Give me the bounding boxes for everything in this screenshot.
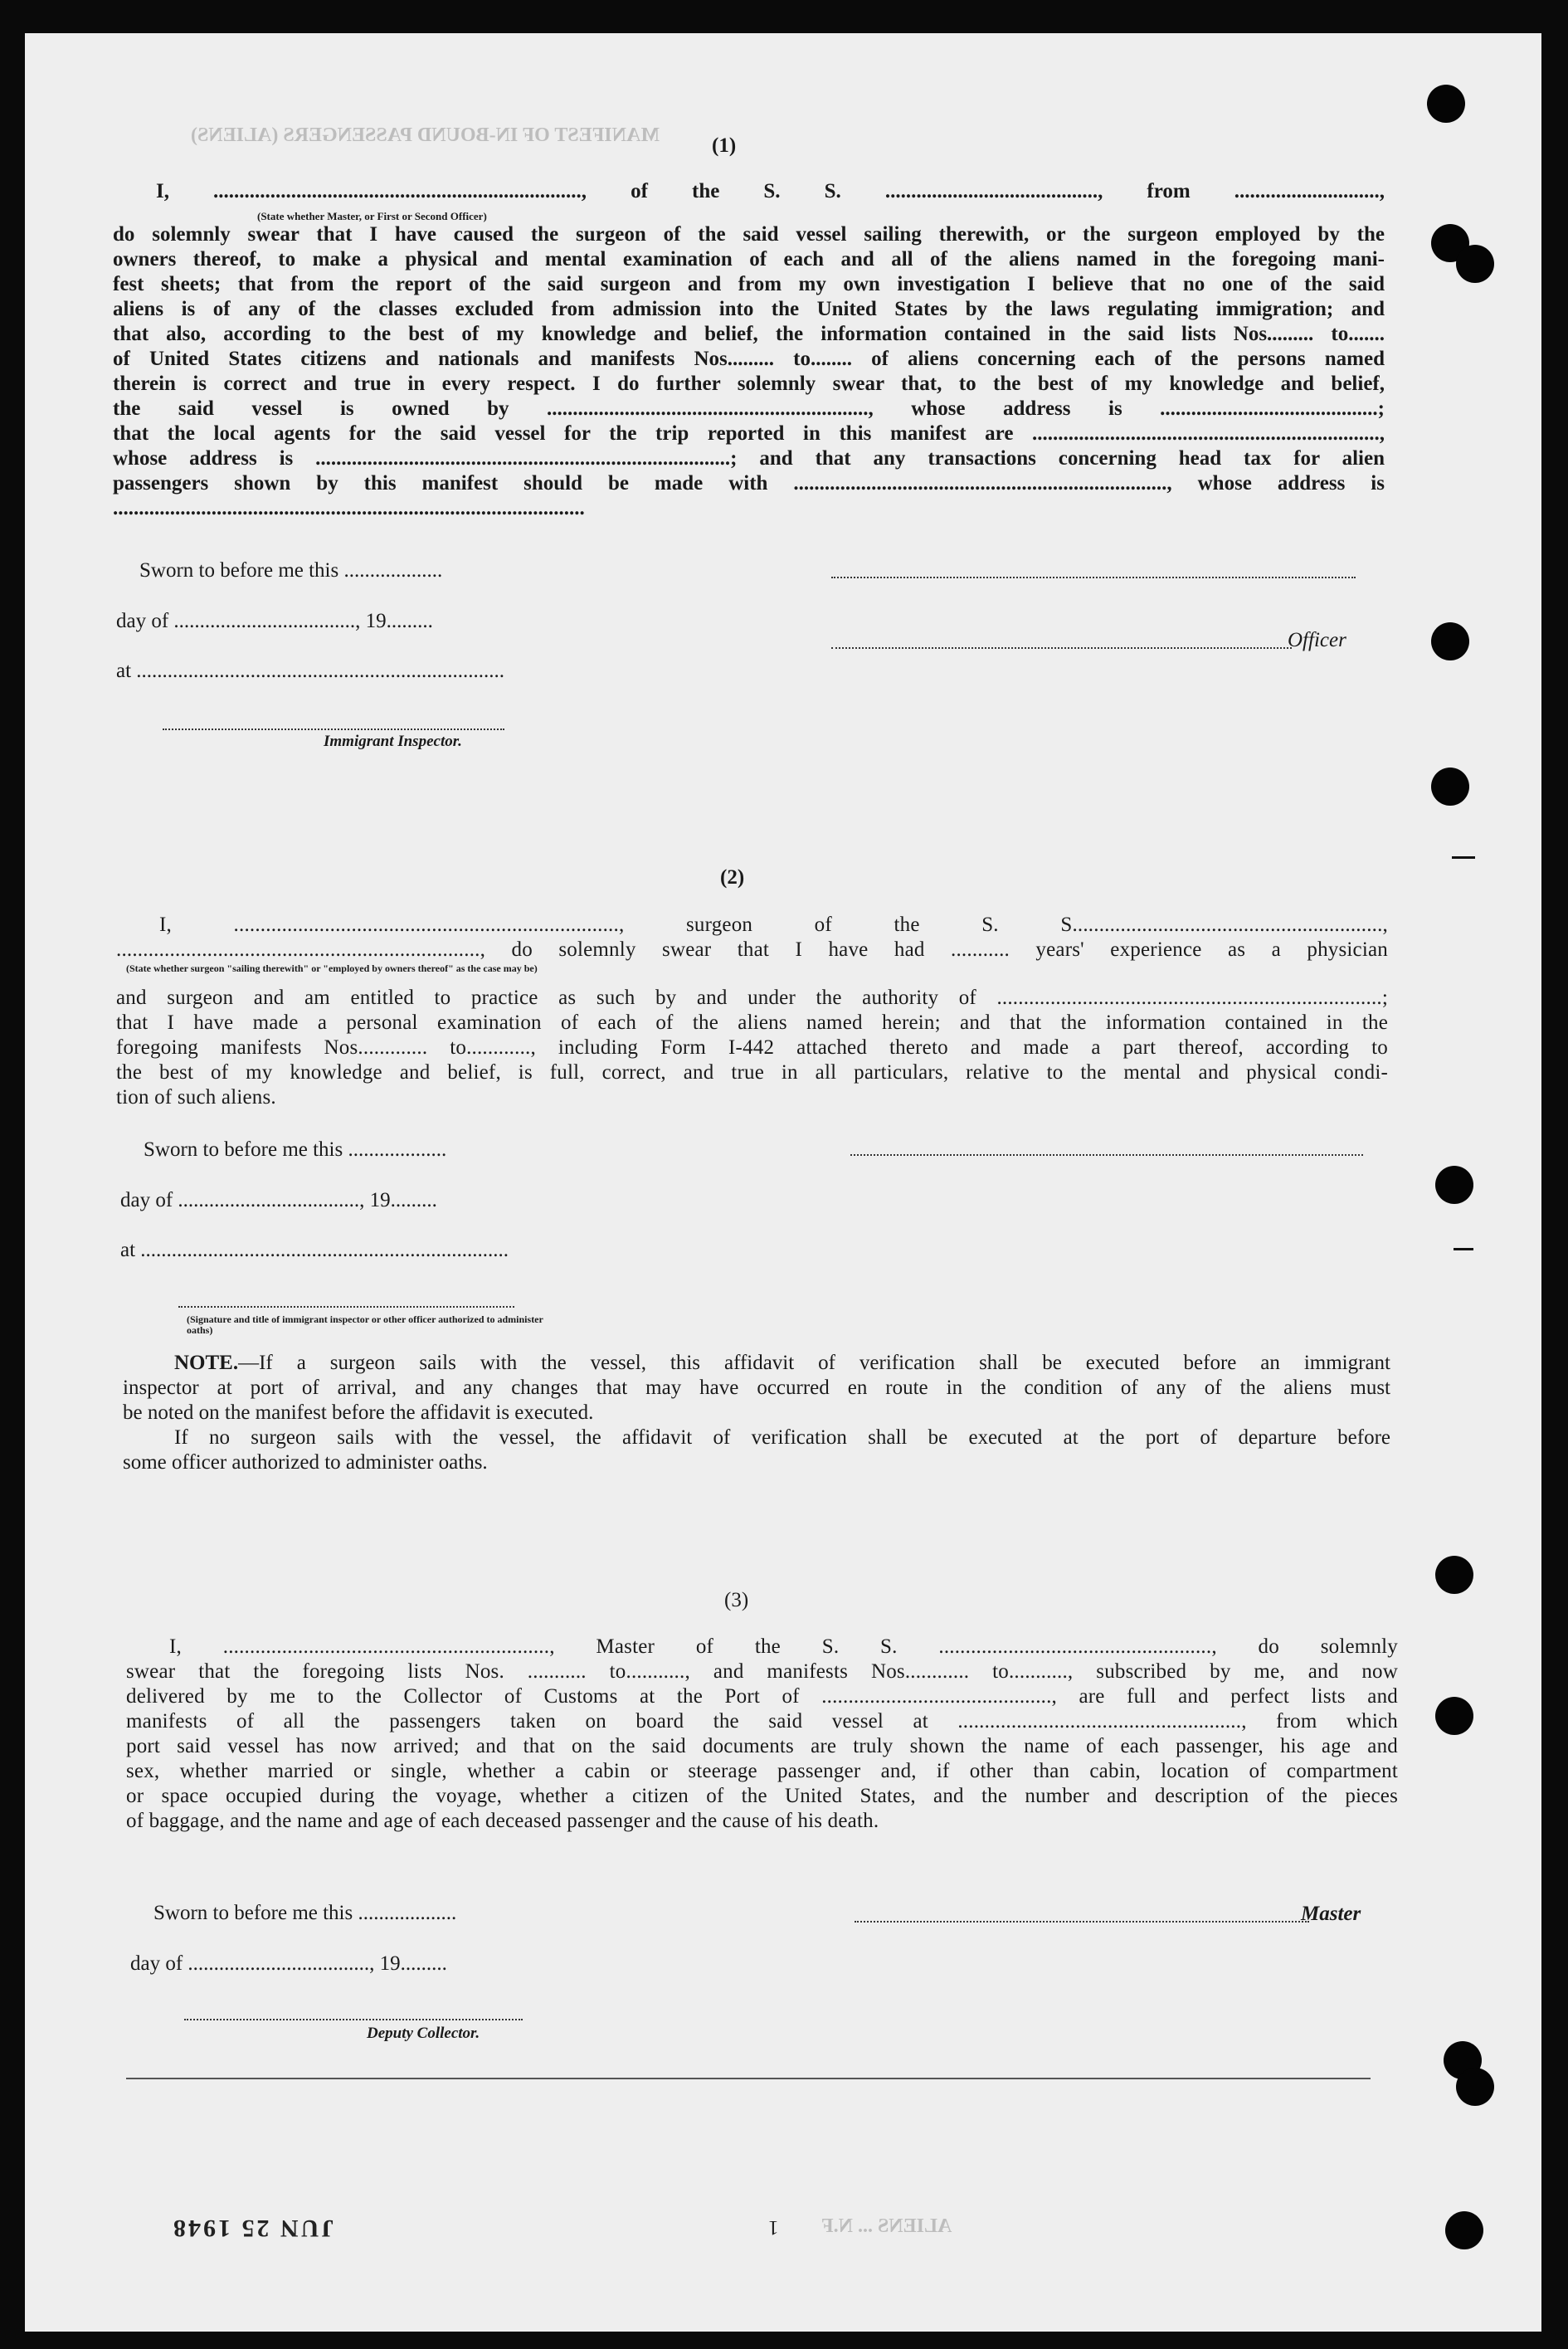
note-line: some officer authorized to administer oaths. (123, 1451, 488, 1474)
section2-body (116, 986, 1388, 1110)
section2-line: that I have made a personal examination of each of the aliens named herein; and that the information contained in the (116, 1011, 1388, 1034)
section2-signature-caption: (Signature and title of immigrant inspector or other officer authorized to administer oaths) (187, 1313, 543, 1336)
section1-line: the said vessel is owned by .............................................................., whose address is ..........................................; (113, 397, 1385, 420)
section1-line: fest sheets; that from the report of the said surgeon and from my own investigation I believe that no one of the said (113, 273, 1385, 295)
section1-number: (1) (712, 134, 737, 157)
section3-collector-caption: Deputy Collector. (367, 2025, 480, 2042)
section2-line: foregoing manifests Nos............. to............, including Form I-442 attached thereto and made a part thereof, according to (116, 1036, 1388, 1059)
binder-hole (1456, 245, 1494, 283)
section1-line: owners thereof, to make a physical and mental examination of each and all of the aliens named in the foregoing mani- (113, 248, 1385, 270)
section1-sworn: Sworn to before me this ................... (139, 559, 443, 582)
section3-line: manifests of all the passengers taken on board the said vessel at ....................................................., from which (126, 1710, 1398, 1733)
section1-signature-line (831, 577, 1356, 578)
section3-day: day of ..................................., 19......... (130, 1952, 447, 1975)
section1-line: therein is correct and true in every respect. I do further solemnly swear that, to the best of my knowledge and belief, (113, 373, 1385, 395)
section1-inspector-caption: Immigrant Inspector. (324, 733, 462, 750)
binder-hole (1435, 1556, 1473, 1594)
section1-oath (113, 179, 1385, 204)
section1-line: that the local agents for the said vessel for the trip reported in this manifest are ..................................................................., (113, 422, 1385, 445)
section1-line: aliens is of any of the classes excluded from admission into the United States by the laws regulating immigration; and (113, 298, 1385, 320)
section3-line: I, ............................................................., Master of the S. S. ..................................................., do solemnly (169, 1635, 1398, 1658)
section3-number: (3) (724, 1589, 749, 1611)
section2-line: I, ........................................................................, surgeon of the S. S.........................................................., (159, 914, 1388, 936)
section1-line: of United States citizens and nationals and manifests Nos......... to........ of aliens concerning each of the persons named (113, 348, 1385, 370)
binder-hole (1431, 768, 1469, 806)
section3-body (126, 1635, 1398, 1834)
section2-line1 (116, 913, 1388, 963)
bottom-rule (126, 2078, 1371, 2079)
section2-inspector-signature-line (178, 1306, 514, 1308)
section2-surgeon-note: (State whether surgeon "sailing therewith" or "employed by owners thereof" as the case may be) (126, 963, 538, 974)
section1-inspector-signature-line (163, 729, 504, 730)
note-label: NOTE. (174, 1352, 239, 1374)
section2-at: at ....................................................................... (120, 1239, 509, 1261)
section3-collector-signature-line (184, 2019, 523, 2020)
section1-officer-line (831, 647, 1292, 649)
section2-number: (2) (720, 866, 745, 889)
note-line: be noted on the manifest before the affidavit is executed. (123, 1401, 594, 1424)
note-text: —If a surgeon sails with the vessel, this affidavit of verification shall be executed before an immigrant (238, 1352, 1390, 1374)
section1-body (113, 222, 1385, 521)
note-line (123, 1351, 1390, 1376)
section2-sworn: Sworn to before me this ................... (144, 1138, 447, 1161)
section3-line: or space occupied during the voyage, whether a citizen of the United States, and the number and description of the pieces (126, 1785, 1398, 1807)
section2-line: ...................................................................., do solemnly swear that I have had ........... years' experience as a physician (116, 938, 1388, 961)
section1-name-note: (State whether Master, or First or Second Officer) (257, 210, 487, 222)
section1-officer-label: Officer (1288, 629, 1346, 651)
section1-day: day of ..................................., 19......... (116, 610, 433, 632)
note-line: If no surgeon sails with the vessel, the affidavit of verification shall be executed at the port of departure before (174, 1426, 1390, 1449)
binder-hole (1456, 2068, 1494, 2106)
binder-hole (1445, 2211, 1483, 2249)
section2-signature-line (850, 1154, 1363, 1156)
section2-note (123, 1351, 1390, 1475)
section3-line: swear that the foregoing lists Nos. ........... to..........., and manifests Nos............ to..........., subscribed by me, and now (126, 1660, 1398, 1683)
section3-line: port said vessel has now arrived; and that on the said documents are truly shown the name of each passenger, his age and (126, 1735, 1398, 1757)
section3-line: delivered by me to the Collector of Customs at the Port of ..........................................., are full and perfect lists and (126, 1685, 1398, 1708)
bleed-through-footer: ALIENS ... N.F (821, 2215, 952, 2237)
section2-line: the best of my knowledge and belief, is full, correct, and true in all particulars, relative to the mental and physical condi- (116, 1061, 1388, 1084)
section1-at: at ....................................................................... (116, 660, 505, 682)
section2-line: and surgeon and am entitled to practice as such by and under the authority of ........................................................................; (116, 987, 1388, 1009)
section3-sworn: Sworn to before me this ................... (153, 1902, 457, 1924)
bleed-through-text: MANIFEST OF IN-BOUND PASSENGERS (ALIENS) (191, 124, 660, 146)
binder-hole (1435, 1166, 1473, 1204)
section1-line: whose address is ................................................................................; and that any transactions concerning head tax for alien (113, 447, 1385, 470)
section1-line: that also, according to the best of my knowledge and belief, the information contained in the said lists Nos......... to....... (113, 323, 1385, 345)
section3-line: of baggage, and the name and age of each deceased passenger and the cause of his death. (126, 1810, 879, 1832)
section3-line: sex, whether married or single, whether a cabin or steerage passenger and, if other than cabin, location of compartment (126, 1760, 1398, 1782)
binder-hole (1427, 85, 1465, 123)
binder-hole (1431, 622, 1469, 660)
section1-line: passengers shown by this manifest should be made with ........................................................................, whose address is (113, 472, 1385, 495)
section3-master-label: Master (1301, 1903, 1361, 1925)
margin-mark (1454, 1248, 1473, 1250)
section2-line: tion of such aliens. (116, 1086, 276, 1109)
binder-hole (1435, 1697, 1473, 1735)
page-number: 1 (768, 2216, 779, 2239)
note-line: inspector at port of arrival, and any changes that may have occurred en route in the condition of any of the aliens must (123, 1377, 1390, 1399)
date-stamp: JUN 25 1948 (171, 2215, 334, 2242)
section3-master-line (855, 1921, 1309, 1923)
margin-mark (1452, 856, 1475, 859)
section1-line: ........................................................................................... (113, 497, 585, 519)
section1-line: do solemnly swear that I have caused the surgeon of the said vessel sailing therewith, or the surgeon employed by the (113, 223, 1385, 246)
section2-day: day of ..................................., 19......... (120, 1189, 437, 1211)
manifest-verification-page (25, 33, 1541, 2332)
section1-line: I, ......................................................................., of the S. S. ........................................., from ............................, (156, 180, 1385, 202)
